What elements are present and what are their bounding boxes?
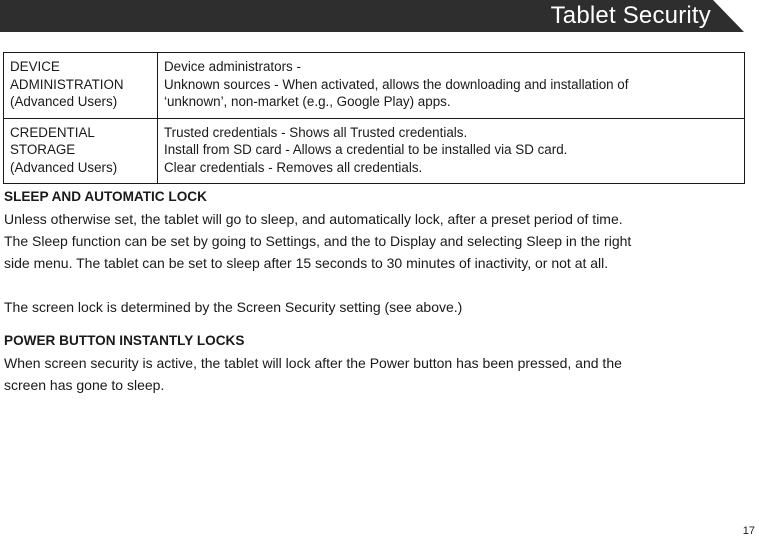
power-section (4, 330, 744, 396)
label-line: STORAGE (10, 142, 76, 157)
table-cell-label (4, 118, 158, 184)
sleep-section (4, 186, 744, 318)
label-line: CREDENTIAL (10, 124, 95, 140)
label-line: (Advanced Users) (10, 94, 118, 109)
paragraph-line: Unless otherwise set, the tablet will go to sleep, and automatically lock, after a preset period of time. (4, 211, 623, 227)
table-cell-description (158, 118, 745, 184)
paragraph-line: screen has gone to sleep. (4, 377, 165, 393)
paragraph-spacer (4, 274, 744, 296)
description-line: Install from SD card - Allows a credential to be installed via SD card. (164, 142, 568, 157)
settings-table (3, 52, 745, 184)
table-row-device-administration (4, 53, 745, 119)
paragraph-line: When screen security is active, the tablet will lock after the Power button has been pressed, and the (4, 355, 622, 371)
label-line: (Advanced Users) (10, 159, 118, 175)
page-number: 17 (742, 525, 755, 537)
description-line: Unknown sources - When activated, allows the downloading and installation of (164, 76, 629, 92)
paragraph-line: The Sleep function can be set by going to Settings, and the to Display and selecting Sleep in the right (4, 233, 632, 249)
description-line: Trusted credentials - Shows all Trusted credentials. (164, 124, 468, 140)
section-heading-power: POWER BUTTON INSTANTLY LOCKS (4, 333, 245, 348)
paragraph-line: The screen lock is determined by the Screen Security setting (see above.) (4, 299, 463, 315)
section-heading-sleep: SLEEP AND AUTOMATIC LOCK (4, 189, 207, 204)
description-line: ‘unknown’, non-market (e.g., Google Play) apps. (164, 94, 451, 109)
page-title: Tablet Security (550, 2, 711, 29)
table-cell-label (4, 53, 158, 119)
table-cell-description (158, 53, 745, 119)
description-line: Clear credentials - Removes all credentials. (164, 159, 423, 175)
table-row-credential-storage (4, 118, 745, 184)
description-line: Device administrators - (164, 59, 301, 74)
paragraph-line: side menu. The tablet can be set to sleep after 15 seconds to 30 minutes of inactivity, or not at all. (4, 255, 609, 271)
header-banner (0, 0, 759, 32)
label-line: ADMINISTRATION (10, 76, 124, 92)
label-line: DEVICE (10, 59, 60, 74)
